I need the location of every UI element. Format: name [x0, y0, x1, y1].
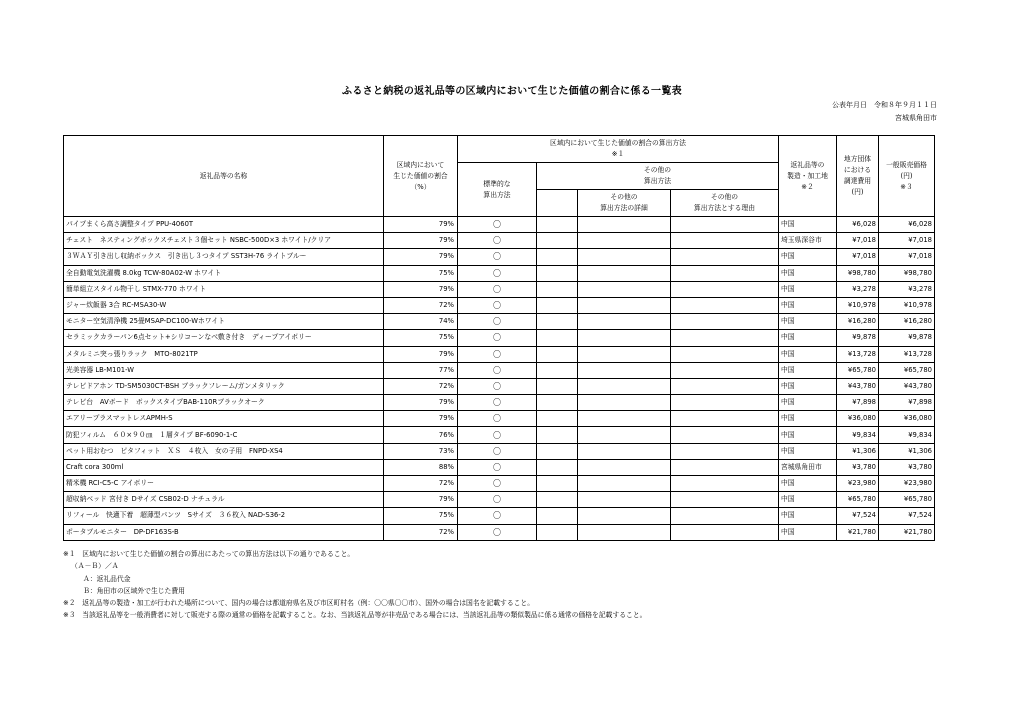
- cell-other-detail: [578, 265, 671, 281]
- cell-origin: 中国: [779, 476, 837, 492]
- cell-value-ratio: 73%: [384, 443, 458, 459]
- cell-item-name: ３ＷＡＹ引き出し収納ボックス 引き出し３つタイプ SST3H-76 ライトブルー: [64, 249, 384, 265]
- table-row: [64, 427, 935, 443]
- cell-value-ratio: 79%: [384, 411, 458, 427]
- cell-item-name: メタルミニ突っ張りラック MTO-8021TP: [64, 346, 384, 362]
- cell-retail-price: ¥1,306: [879, 443, 935, 459]
- cell-origin: 中国: [779, 395, 837, 411]
- cell-item-name: チェスト ネスティングボックスチェスト３個セット NSBC-500D×3 ホワイト/クリア: [64, 233, 384, 249]
- cell-other-detail: [578, 443, 671, 459]
- cell-procurement-cost: ¥9,834: [837, 427, 879, 443]
- cell-value-ratio: 75%: [384, 508, 458, 524]
- cell-item-name: テレビドアホン TD-SM5030CT-BSH ブラックフレーム/ガンメタリック: [64, 378, 384, 394]
- cell-origin: 中国: [779, 411, 837, 427]
- cell-retail-price: ¥36,080: [879, 411, 935, 427]
- cell-item-name: 精米機 RCI-C5-C アイボリー: [64, 476, 384, 492]
- cell-procurement-cost: ¥6,028: [837, 217, 879, 233]
- cell-origin: 中国: [779, 362, 837, 378]
- cell-other-reason: [671, 233, 779, 249]
- cell-value-ratio: 75%: [384, 265, 458, 281]
- publication-date: 公表年月日 令和８年９月１１日: [832, 101, 937, 109]
- cell-origin: 中国: [779, 265, 837, 281]
- cell-other-detail: [578, 492, 671, 508]
- cell-item-name: パイプまくら高さ調整タイプ PPU-4060T: [64, 217, 384, 233]
- table-row: [64, 233, 935, 249]
- table-row: [64, 378, 935, 394]
- cell-other-reason: [671, 492, 779, 508]
- cell-origin: 中国: [779, 249, 837, 265]
- cell-other-blank: [537, 297, 578, 313]
- header-origin: 返礼品等の 製造・加工地 ※２: [779, 136, 837, 217]
- cell-retail-price: ¥98,780: [879, 265, 935, 281]
- cell-item-name: リフィール 快適下着 超薄型パンツ Sサイズ ３６枚入 NAD-S36-2: [64, 508, 384, 524]
- cell-origin: 中国: [779, 346, 837, 362]
- cell-standard-method: 〇: [458, 476, 537, 492]
- header-calc-method: 区域内において生じた価値の割合の算出方法 ※１: [458, 136, 779, 163]
- cell-other-detail: [578, 508, 671, 524]
- gift-value-table: [63, 135, 935, 541]
- cell-origin: 中国: [779, 281, 837, 297]
- header-value-ratio: 区域内において 生じた価値の割合 （%）: [384, 136, 458, 217]
- cell-value-ratio: 74%: [384, 314, 458, 330]
- cell-other-reason: [671, 459, 779, 475]
- municipality-name: 宮城県角田市: [895, 114, 937, 122]
- cell-procurement-cost: ¥7,018: [837, 233, 879, 249]
- cell-retail-price: ¥3,278: [879, 281, 935, 297]
- cell-origin: 中国: [779, 378, 837, 394]
- cell-item-name: ジャー炊飯器 3合 RC-MSA30-W: [64, 297, 384, 313]
- cell-other-reason: [671, 330, 779, 346]
- cell-other-blank: [537, 427, 578, 443]
- cell-value-ratio: 76%: [384, 427, 458, 443]
- cell-procurement-cost: ¥21,780: [837, 524, 879, 540]
- cell-standard-method: 〇: [458, 249, 537, 265]
- header-retail-price: 一般販売価格 (円) ※３: [879, 136, 935, 217]
- cell-retail-price: ¥16,280: [879, 314, 935, 330]
- cell-other-reason: [671, 411, 779, 427]
- cell-retail-price: ¥21,780: [879, 524, 935, 540]
- note-2: ※２ 返礼品等の製造・加工が行われた場所について、国内の場合は都道府県名及び市区町村名（例：〇〇県〇〇市）、国外の場合は国名を記載すること。: [63, 599, 535, 608]
- cell-procurement-cost: ¥7,018: [837, 249, 879, 265]
- cell-item-name: 超収納ベッド 宮付き Dサイズ CSB02-D ナチュラル: [64, 492, 384, 508]
- cell-procurement-cost: ¥65,780: [837, 492, 879, 508]
- cell-origin: 中国: [779, 443, 837, 459]
- cell-other-detail: [578, 524, 671, 540]
- page-title: ふるさと納税の返礼品等の区域内において生じた価値の割合に係る一覧表: [342, 86, 682, 97]
- cell-item-name: セラミックカラーパン6点セット+シリコーンなべ敷き付き ディープアイボリー: [64, 330, 384, 346]
- cell-standard-method: 〇: [458, 217, 537, 233]
- cell-standard-method: 〇: [458, 459, 537, 475]
- cell-standard-method: 〇: [458, 524, 537, 540]
- cell-other-reason: [671, 217, 779, 233]
- cell-origin: 中国: [779, 427, 837, 443]
- cell-other-reason: [671, 427, 779, 443]
- cell-standard-method: 〇: [458, 297, 537, 313]
- cell-other-blank: [537, 378, 578, 394]
- cell-value-ratio: 72%: [384, 476, 458, 492]
- cell-retail-price: ¥3,780: [879, 459, 935, 475]
- cell-other-detail: [578, 427, 671, 443]
- header-other-reason: その他の 算出方法とする理由: [671, 190, 779, 217]
- cell-other-reason: [671, 395, 779, 411]
- table-row: [64, 297, 935, 313]
- cell-retail-price: ¥23,980: [879, 476, 935, 492]
- cell-standard-method: 〇: [458, 411, 537, 427]
- cell-value-ratio: 88%: [384, 459, 458, 475]
- cell-value-ratio: 79%: [384, 217, 458, 233]
- cell-value-ratio: 77%: [384, 362, 458, 378]
- cell-origin: 中国: [779, 217, 837, 233]
- cell-origin: 埼玉県深谷市: [779, 233, 837, 249]
- cell-other-detail: [578, 395, 671, 411]
- cell-other-blank: [537, 281, 578, 297]
- table-row: [64, 459, 935, 475]
- cell-other-blank: [537, 492, 578, 508]
- cell-procurement-cost: ¥16,280: [837, 314, 879, 330]
- table-row: [64, 443, 935, 459]
- cell-origin: 中国: [779, 330, 837, 346]
- header-item-name: 返礼品等の名称: [64, 136, 384, 217]
- cell-procurement-cost: ¥98,780: [837, 265, 879, 281]
- cell-other-detail: [578, 459, 671, 475]
- cell-retail-price: ¥65,780: [879, 492, 935, 508]
- table-row: [64, 492, 935, 508]
- cell-value-ratio: 79%: [384, 249, 458, 265]
- note-3: ※３ 当該返礼品等を一般消費者に対して販売する際の通常の価格を記載すること。なお、当該返礼品等が非売品である場合には、当該返礼品等の類似製品に係る通常の価格を記載すること。: [63, 611, 647, 620]
- cell-procurement-cost: ¥3,780: [837, 459, 879, 475]
- cell-standard-method: 〇: [458, 492, 537, 508]
- cell-procurement-cost: ¥23,980: [837, 476, 879, 492]
- cell-procurement-cost: ¥10,978: [837, 297, 879, 313]
- cell-other-reason: [671, 297, 779, 313]
- cell-other-reason: [671, 476, 779, 492]
- cell-standard-method: 〇: [458, 265, 537, 281]
- cell-other-detail: [578, 378, 671, 394]
- cell-value-ratio: 72%: [384, 297, 458, 313]
- cell-retail-price: ¥9,834: [879, 427, 935, 443]
- cell-origin: 中国: [779, 314, 837, 330]
- cell-retail-price: ¥7,018: [879, 233, 935, 249]
- cell-origin: 中国: [779, 297, 837, 313]
- note-b: Ｂ：角田市の区域外で生じた費用: [83, 586, 185, 595]
- cell-standard-method: 〇: [458, 395, 537, 411]
- cell-procurement-cost: ¥36,080: [837, 411, 879, 427]
- table-row: [64, 346, 935, 362]
- cell-standard-method: 〇: [458, 362, 537, 378]
- cell-other-blank: [537, 476, 578, 492]
- cell-other-detail: [578, 411, 671, 427]
- table-row: [64, 411, 935, 427]
- cell-other-detail: [578, 362, 671, 378]
- cell-value-ratio: 72%: [384, 524, 458, 540]
- table-row: [64, 508, 935, 524]
- header-standard-method: 標準的な 算出方法: [458, 163, 537, 217]
- cell-standard-method: 〇: [458, 281, 537, 297]
- cell-standard-method: 〇: [458, 330, 537, 346]
- cell-item-name: 簡単組立スタイル物干し STMX-770 ホワイト: [64, 281, 384, 297]
- cell-standard-method: 〇: [458, 378, 537, 394]
- cell-value-ratio: 79%: [384, 346, 458, 362]
- table-row: [64, 395, 935, 411]
- cell-retail-price: ¥43,780: [879, 378, 935, 394]
- cell-other-detail: [578, 330, 671, 346]
- cell-retail-price: ¥65,780: [879, 362, 935, 378]
- cell-value-ratio: 79%: [384, 281, 458, 297]
- cell-value-ratio: 79%: [384, 395, 458, 411]
- cell-item-name: Craft cora 300ml: [64, 459, 384, 475]
- cell-standard-method: 〇: [458, 346, 537, 362]
- cell-other-blank: [537, 508, 578, 524]
- cell-procurement-cost: ¥7,524: [837, 508, 879, 524]
- cell-procurement-cost: ¥7,898: [837, 395, 879, 411]
- table-row: [64, 281, 935, 297]
- cell-other-detail: [578, 233, 671, 249]
- table-row: [64, 249, 935, 265]
- cell-other-blank: [537, 314, 578, 330]
- cell-value-ratio: 75%: [384, 330, 458, 346]
- note-a: Ａ：返礼品代金: [83, 574, 131, 583]
- cell-item-name: テレビ台 AVボード ボックスタイプBAB-110Rブラックオーク: [64, 395, 384, 411]
- cell-other-blank: [537, 395, 578, 411]
- cell-standard-method: 〇: [458, 314, 537, 330]
- cell-origin: 中国: [779, 492, 837, 508]
- cell-retail-price: ¥13,728: [879, 346, 935, 362]
- cell-other-reason: [671, 346, 779, 362]
- cell-procurement-cost: ¥1,306: [837, 443, 879, 459]
- cell-standard-method: 〇: [458, 233, 537, 249]
- cell-other-detail: [578, 249, 671, 265]
- table-row: [64, 330, 935, 346]
- cell-other-reason: [671, 524, 779, 540]
- note-1: ※１ 区域内において生じた価値の割合の算出にあたっての算出方法は以下の通りであること。: [63, 550, 355, 558]
- cell-origin: 中国: [779, 508, 837, 524]
- cell-retail-price: ¥9,878: [879, 330, 935, 346]
- cell-other-blank: [537, 265, 578, 281]
- cell-procurement-cost: ¥43,780: [837, 378, 879, 394]
- table-row: [64, 524, 935, 540]
- cell-standard-method: 〇: [458, 508, 537, 524]
- cell-retail-price: ¥6,028: [879, 217, 935, 233]
- cell-other-reason: [671, 265, 779, 281]
- cell-other-blank: [537, 411, 578, 427]
- table-row: [64, 265, 935, 281]
- cell-other-reason: [671, 362, 779, 378]
- cell-other-reason: [671, 378, 779, 394]
- publication-info: [760, 99, 937, 125]
- cell-other-blank: [537, 443, 578, 459]
- note-formula: （Ａ－Ｂ）／Ａ: [71, 562, 119, 571]
- cell-other-detail: [578, 281, 671, 297]
- cell-item-name: 光美容器 LB-M101-W: [64, 362, 384, 378]
- cell-origin: 宮城県角田市: [779, 459, 837, 475]
- cell-item-name: モニター空気清浄機 25畳MSAP-DC100-Wホワイト: [64, 314, 384, 330]
- cell-other-reason: [671, 508, 779, 524]
- cell-procurement-cost: ¥13,728: [837, 346, 879, 362]
- cell-value-ratio: 79%: [384, 233, 458, 249]
- cell-other-blank: [537, 217, 578, 233]
- cell-other-blank: [537, 233, 578, 249]
- cell-item-name: エアリープラスマットレスAPMH-S: [64, 411, 384, 427]
- cell-retail-price: ¥7,524: [879, 508, 935, 524]
- header-other-blank: [537, 190, 578, 217]
- cell-other-blank: [537, 362, 578, 378]
- cell-other-blank: [537, 346, 578, 362]
- cell-item-name: ポータブルモニター DP-DF163S-B: [64, 524, 384, 540]
- table-row: [64, 217, 935, 233]
- cell-procurement-cost: ¥65,780: [837, 362, 879, 378]
- cell-other-detail: [578, 314, 671, 330]
- header-procurement-cost: 地方団体 における 調達費用 (円): [837, 136, 879, 217]
- footnotes: [63, 548, 963, 622]
- cell-procurement-cost: ¥3,278: [837, 281, 879, 297]
- cell-origin: 中国: [779, 524, 837, 540]
- cell-other-blank: [537, 249, 578, 265]
- cell-item-name: ペット用おむつ ピタフィット ＸＳ ４枚入 女の子用 FNPD-XS4: [64, 443, 384, 459]
- cell-other-reason: [671, 249, 779, 265]
- cell-retail-price: ¥7,018: [879, 249, 935, 265]
- cell-retail-price: ¥7,898: [879, 395, 935, 411]
- table-row: [64, 314, 935, 330]
- cell-other-detail: [578, 217, 671, 233]
- cell-standard-method: 〇: [458, 427, 537, 443]
- cell-value-ratio: 72%: [384, 378, 458, 394]
- table-row: [64, 476, 935, 492]
- cell-other-detail: [578, 346, 671, 362]
- cell-value-ratio: 79%: [384, 492, 458, 508]
- cell-other-reason: [671, 443, 779, 459]
- cell-other-reason: [671, 281, 779, 297]
- cell-retail-price: ¥10,978: [879, 297, 935, 313]
- cell-item-name: 全自動電気洗濯機 8.0kg TCW-80A02-W ホワイト: [64, 265, 384, 281]
- header-other-detail: その他の 算出方法の詳細: [578, 190, 671, 217]
- cell-item-name: 防犯フィルム ６０×９０㎝ １層タイプ BF-6090-1-C: [64, 427, 384, 443]
- cell-other-detail: [578, 297, 671, 313]
- cell-standard-method: 〇: [458, 443, 537, 459]
- cell-procurement-cost: ¥9,878: [837, 330, 879, 346]
- table-row: [64, 362, 935, 378]
- cell-other-reason: [671, 314, 779, 330]
- cell-other-detail: [578, 476, 671, 492]
- cell-other-blank: [537, 524, 578, 540]
- header-other-method: その他の 算出方法: [537, 163, 779, 190]
- cell-other-blank: [537, 330, 578, 346]
- cell-other-blank: [537, 459, 578, 475]
